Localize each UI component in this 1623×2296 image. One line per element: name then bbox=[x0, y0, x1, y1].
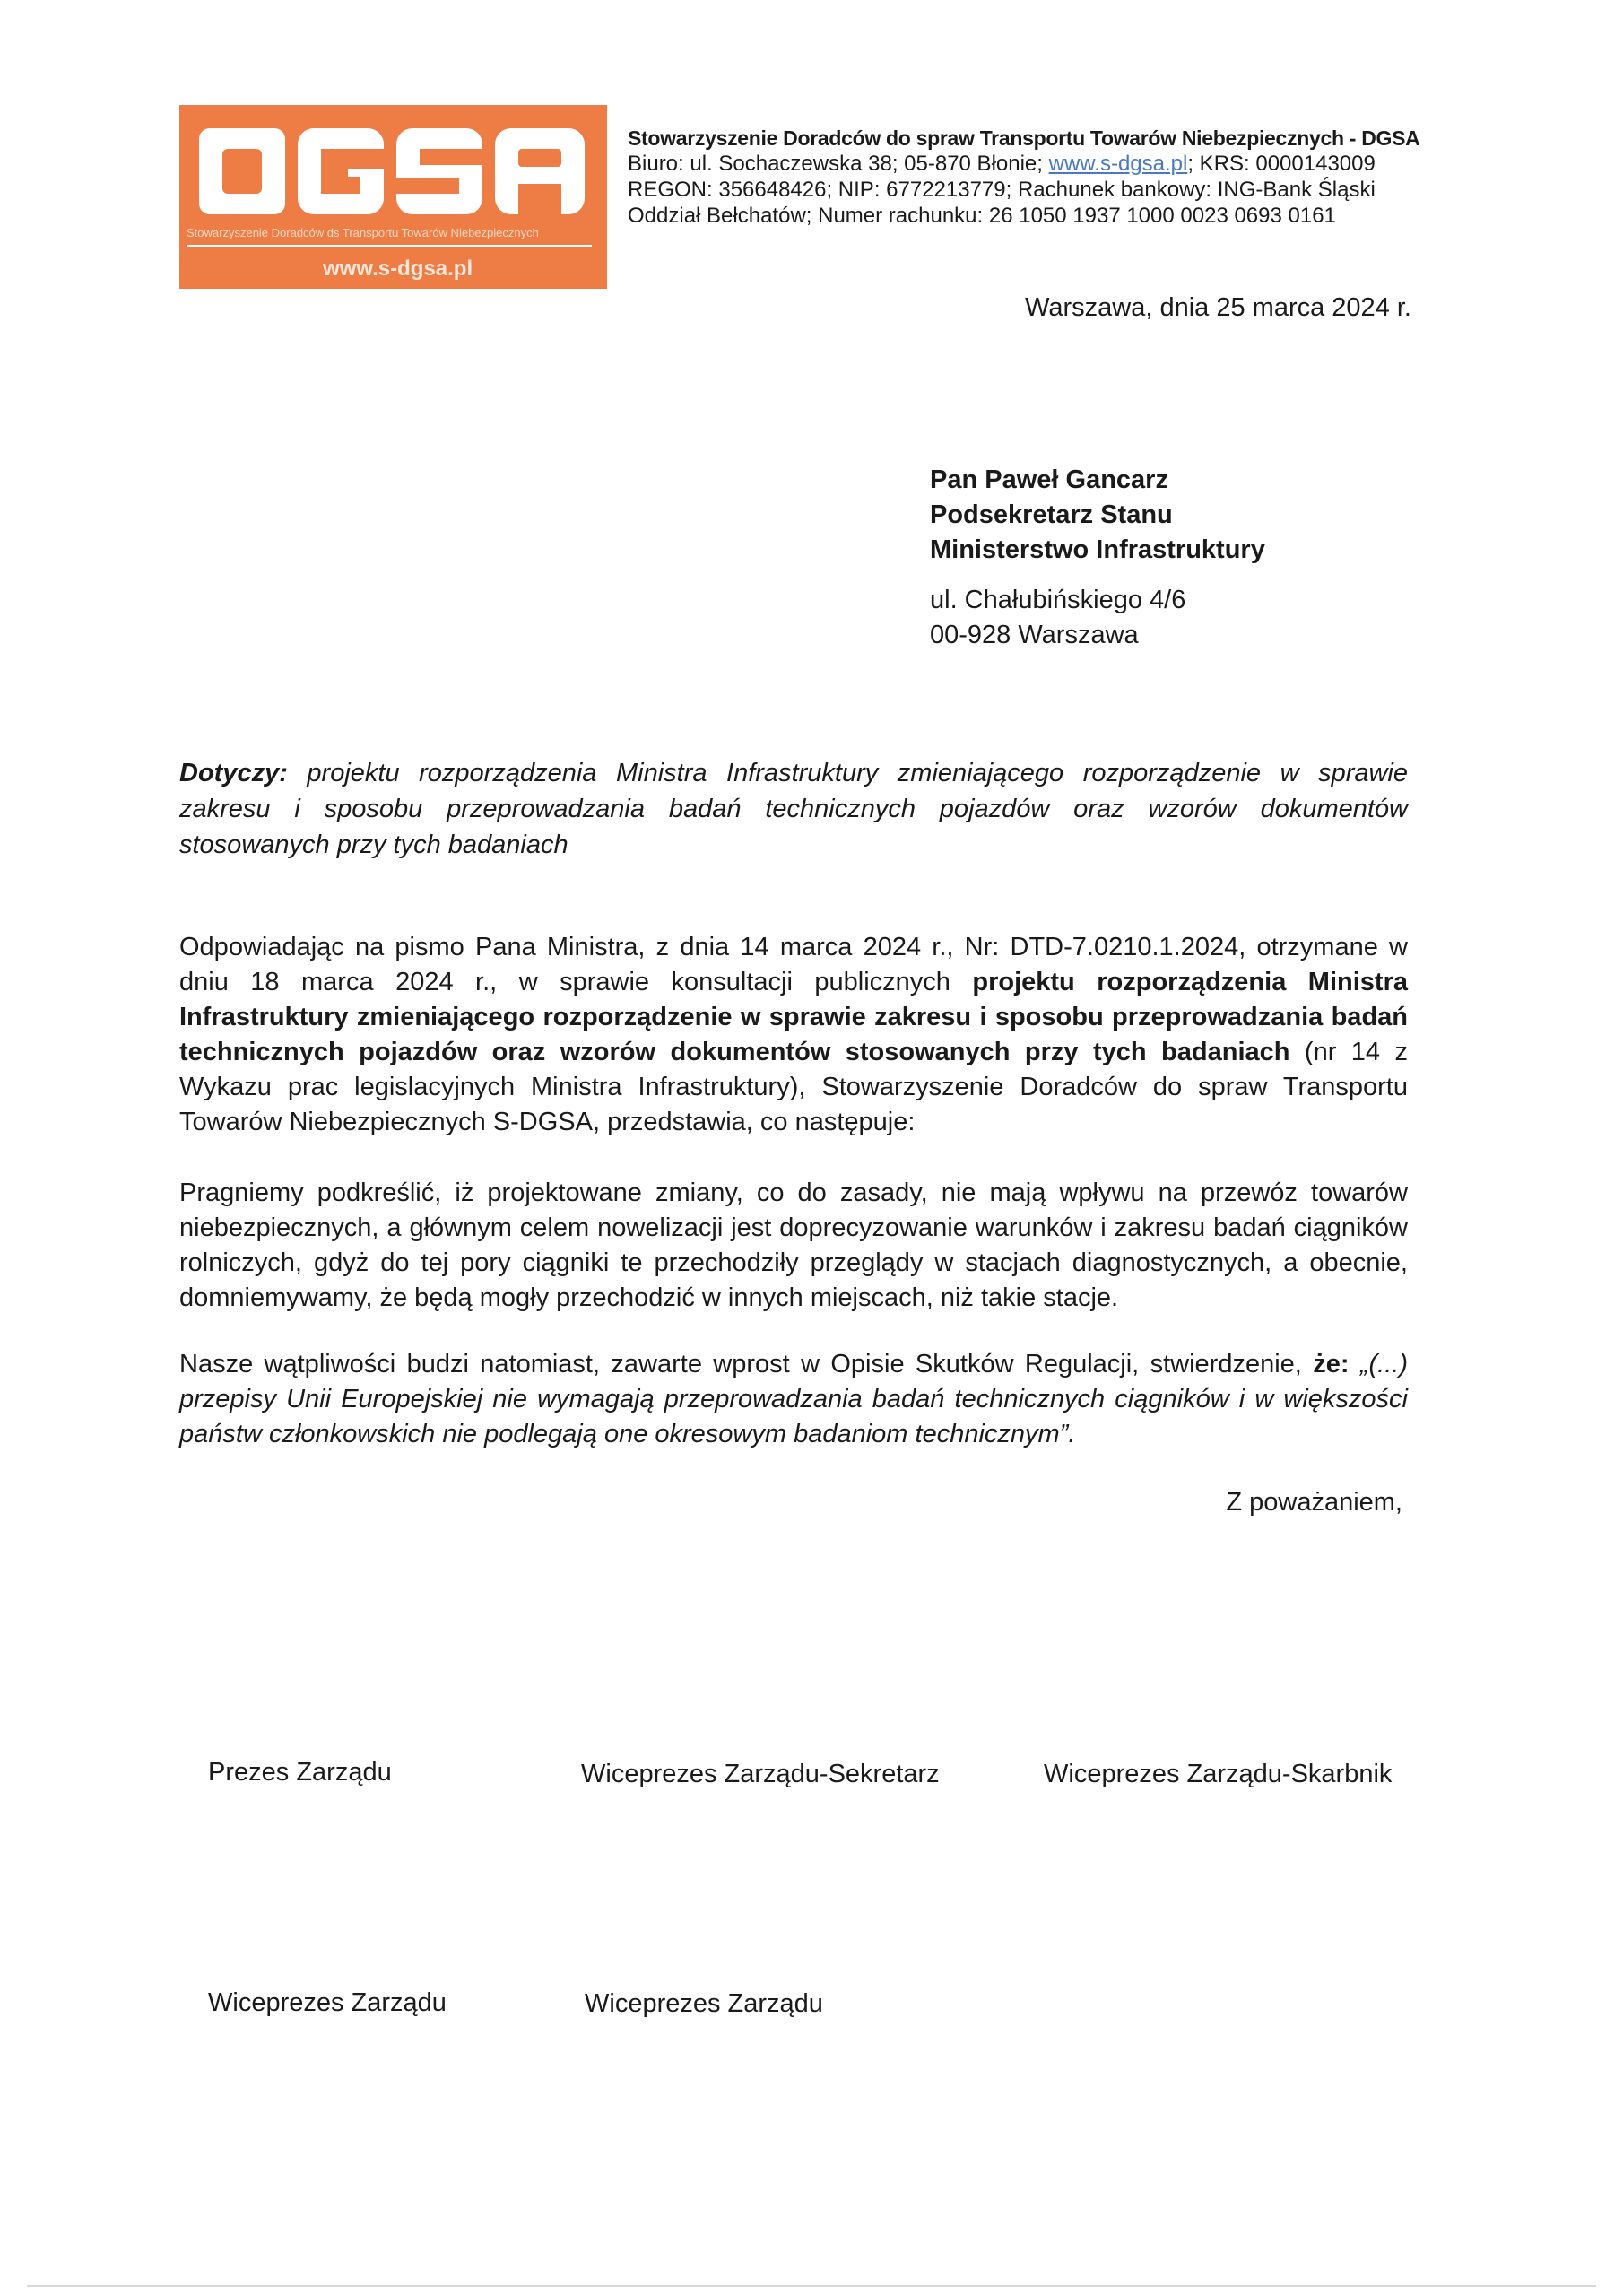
body-paragraph-1 bbox=[179, 930, 1408, 1140]
recipient-institution: Ministerstwo Infrastruktury bbox=[930, 535, 1265, 564]
logo-letter-s bbox=[396, 128, 482, 214]
recipient-title: Podsekretarz Stanu bbox=[930, 500, 1173, 529]
recipient-street: ul. Chałubińskiego 4/6 bbox=[930, 586, 1186, 614]
subject-label: Dotyczy: bbox=[179, 759, 288, 787]
p3-bold: że: bbox=[1313, 1350, 1350, 1378]
signature-wiceprezes-2: Wiceprezes Zarządu bbox=[585, 1989, 823, 2018]
logo-url: www.s-dgsa.pl bbox=[323, 257, 473, 281]
p1-text-b: (nr 14 z Wykazu prac legislacyjnych Ministra Infrastruktury), Stowarzyszenie Doradców do spraw Transportu Towarów Niebezpiecznych S-DGSA, przedstawia, co następuje: bbox=[179, 1038, 1408, 1136]
scan-edge-line bbox=[27, 2285, 1596, 2287]
subject-text: projektu rozporządzenia Ministra Infrastruktury zmieniającego rozporządzenie w sprawie zakresu i sposobu przeprowadzania badań technicznych pojazdów oraz wzorów dokumentów stosowanych przy tych badaniach bbox=[179, 759, 1408, 859]
website-link[interactable]: www.s-dgsa.pl bbox=[1048, 152, 1188, 176]
recipient-name: Pan Paweł Gancarz bbox=[930, 465, 1168, 494]
signature-prezes: Prezes Zarządu bbox=[208, 1758, 392, 1787]
signature-wiceprezes-1: Wiceprezes Zarządu bbox=[208, 1988, 447, 2017]
logo-tagline: Stowarzyszenie Doradców ds Transportu Towarów Niebezpiecznych bbox=[187, 226, 539, 239]
recipient-city: 00-928 Warszawa bbox=[930, 621, 1139, 649]
address-text: Biuro: ul. Sochaczewska 38; 05-870 Błonie; bbox=[628, 152, 1049, 176]
signature-wiceprezes-sekretarz: Wiceprezes Zarządu-Sekretarz bbox=[581, 1760, 940, 1788]
letterhead-regon-line: REGON: 356648426; NIP: 6772213779; Rachunek bankowy: ING-Bank Śląski bbox=[628, 178, 1376, 202]
krs-text: ; KRS: 0000143009 bbox=[1187, 152, 1376, 176]
logo-graphic bbox=[179, 105, 607, 289]
subject-line bbox=[179, 755, 1408, 863]
p3-quote: „(...) przepisy Unii Europejskiej nie wymagają przeprowadzania badań technicznych ciągników i w większości państw członkowskich nie podlegają one okresowym badaniom technicznym”. bbox=[179, 1350, 1409, 1448]
closing: Z poważaniem, bbox=[1226, 1488, 1402, 1517]
dgsa-logo bbox=[179, 105, 607, 289]
body-paragraph-3 bbox=[179, 1347, 1408, 1452]
letterhead-address-line bbox=[628, 152, 1376, 177]
letter-date: Warszawa, dnia 25 marca 2024 r. bbox=[1025, 293, 1411, 322]
body-paragraph-2: Pragniemy podkreślić, iż projektowane zmiany, co do zasady, nie mają wpływu na przewóz towarów niebezpiecznych, a głównym celem nowelizacji jest doprecyzowanie warunków i zakresu badań ciągników rolniczych, gdyż do tej pory ciągniki te przechodziły przeglądy w stacjach diagnostycznych, a obecnie, domniemywamy, że będą mogły przechodzić w innych miejscach, niż takie stacje. bbox=[179, 1178, 1408, 1312]
signature-wiceprezes-skarbnik: Wiceprezes Zarządu-Skarbnik bbox=[1044, 1760, 1393, 1788]
org-name: Stowarzyszenie Doradców do spraw Transportu Towarów Niebezpiecznych - DGSA bbox=[628, 126, 1420, 150]
p1-bold: projektu rozporządzenia Ministra Infrastruktury zmieniającego rozporządzenie w sprawie zakresu i sposobu przeprowadzania badań technicznych pojazdów oraz wzorów dokumentów stosowanych przy tych badaniach bbox=[179, 968, 1408, 1066]
p3-text-a: Nasze wątpliwości budzi natomiast, zawarte wprost w Opisie Skutków Regulacji, stwierdzenie, bbox=[179, 1350, 1314, 1378]
letterhead-bank-line: Oddział Bełchatów; Numer rachunku: 26 1050 1937 1000 0023 0693 0161 bbox=[628, 204, 1336, 228]
p1-text-a: Odpowiadając na pismo Pana Ministra, z dnia 14 marca 2024 r., Nr: DTD-7.0210.1.2024, otrzymane w dniu 18 marca 2024 r., w sprawie konsultacji publicznych bbox=[179, 933, 1408, 996]
